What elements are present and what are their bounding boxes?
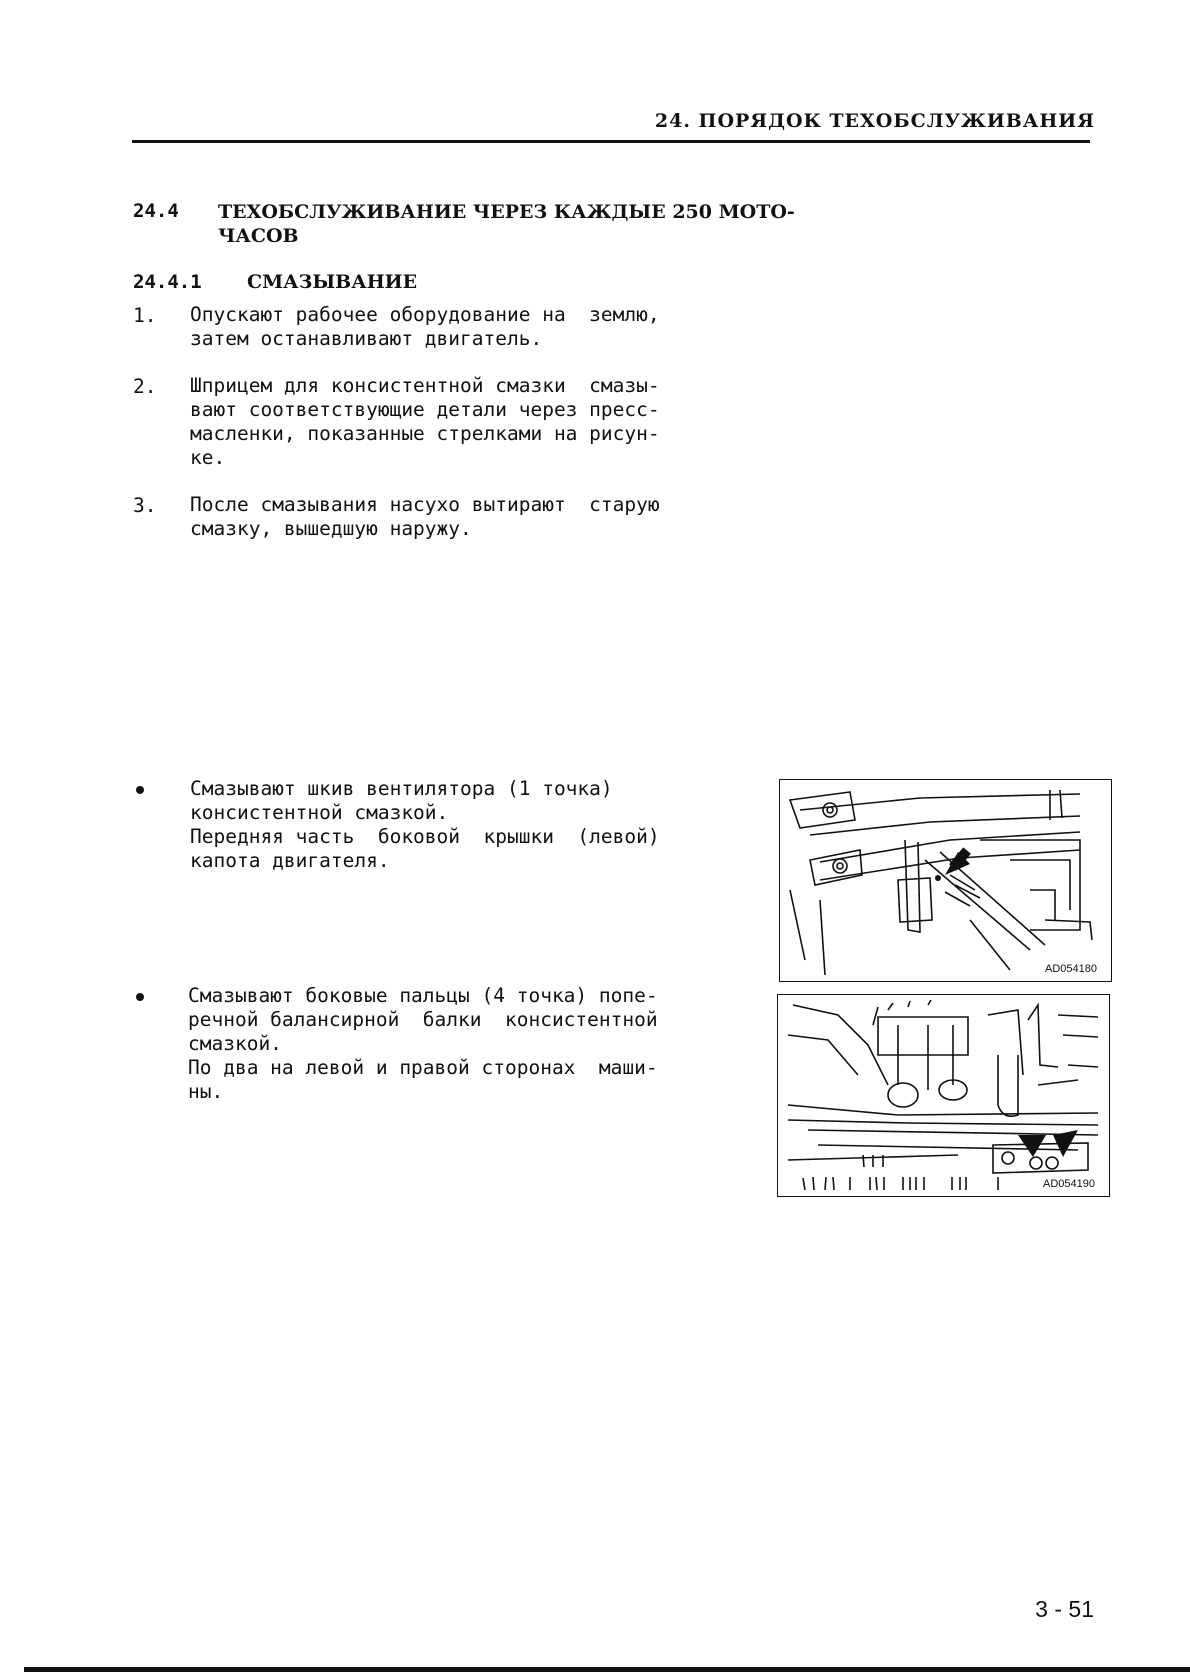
bullet-line: консистентной смазкой. [190, 801, 449, 824]
step-text [190, 303, 660, 351]
footer-rule [24, 1667, 1190, 1672]
step-line: Шприцем для консистентной смазки смазы- [190, 374, 660, 397]
step-line: После смазывания насухо вытирают старую [190, 493, 660, 516]
fan-pulley-illustration [780, 780, 1111, 981]
figure-code: AD054180 [1045, 963, 1097, 975]
step-text [190, 374, 660, 470]
page-number: 3 - 51 [1035, 1596, 1094, 1622]
bullet-line: капота двигателя. [190, 849, 390, 872]
header-rule [132, 140, 1090, 143]
step-number: 2. [133, 375, 157, 398]
bullet-line: Смазывают боковые пальцы (4 точка) попе- [188, 984, 658, 1007]
bullet-line: смазкой. [188, 1032, 282, 1055]
balance-beam-illustration [778, 995, 1109, 1196]
figure-fan-pulley [779, 779, 1112, 982]
bullet-line: Смазывают шкив вентилятора (1 точка) [190, 777, 613, 800]
step-line: масленки, показанные стрелками на рисун- [190, 422, 660, 445]
section-number: 24.4 [133, 200, 179, 222]
lubrication-arrow-left [1018, 1135, 1046, 1157]
step-line: затем останавливают двигатель. [190, 327, 543, 350]
step-line: Опускают рабочее оборудование на землю, [190, 303, 660, 326]
step-line: смазку, вышедшую наружу. [190, 517, 472, 540]
bullet-line: ны. [188, 1080, 224, 1103]
bullet-line: речной балансирной балки консистентной [188, 1008, 658, 1031]
step-number: 1. [133, 304, 157, 327]
figure-balance-beam [777, 994, 1110, 1197]
subsection-title: СМАЗЫВАНИЕ [247, 271, 418, 293]
running-header: 24. ПОРЯДОК ТЕХОБСЛУЖИВАНИЯ [654, 110, 1095, 132]
bullet-dot [136, 993, 144, 1001]
section-title-line1: ТЕХОБСЛУЖИВАНИЕ ЧЕРЕЗ КАЖДЫЕ 250 МОТО- [218, 201, 795, 223]
bullet-line: По два на левой и правой сторонах маши- [188, 1056, 658, 1079]
step-text [190, 493, 660, 541]
subsection-number: 24.4.1 [133, 271, 202, 293]
figure-code: AD054190 [1043, 1178, 1095, 1190]
step-line: ке. [190, 446, 226, 469]
bullet-text [188, 984, 658, 1104]
section-title-line2: ЧАСОВ [218, 225, 299, 247]
step-line: вают соответствующие детали через пресс- [190, 398, 660, 421]
step-number: 3. [133, 494, 157, 517]
bullet-dot [136, 786, 144, 794]
bullet-text [190, 777, 660, 873]
bullet-line: Передняя часть боковой крышки (левой) [190, 825, 660, 848]
